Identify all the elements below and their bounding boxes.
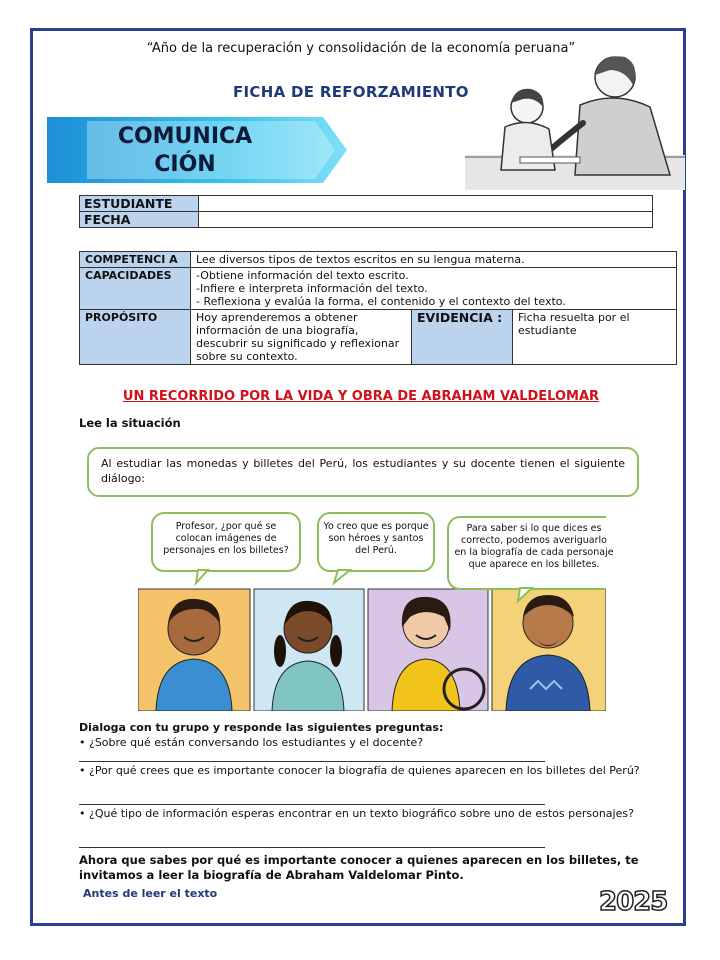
purpose-row [80, 310, 677, 365]
read-situation-label: Lee la situación [79, 416, 181, 430]
competence-row [80, 252, 677, 268]
capacities-label: CAPACIDADES [80, 268, 191, 310]
situation-box: Al estudiar las monedas y billetes del Perú, los estudiantes y su docente tienen el siguiente diálogo: [87, 447, 639, 497]
subject-title [105, 123, 265, 179]
student-row [80, 196, 653, 212]
capacity-item: -Infiere e interpreta información del texto. [196, 282, 428, 295]
year-badge: 2025 [599, 887, 668, 917]
evidence-value: Ficha resuelta por el estudiante [513, 310, 677, 365]
closing-instruction: Ahora que sabes por qué es importante conocer a quienes aparecen en los billetes, te invitamos a leer la biografía de Abraham Valdelomar Pinto. [79, 853, 639, 882]
answer-line-3[interactable] [79, 847, 545, 848]
speech-bubble-teacher: Para saber si lo que dices es correcto, podemos averiguarlo en la biografía de cada personaje que aparece en los billetes. [454, 523, 614, 570]
question-1: • ¿Sobre qué están conversando los estudiantes y el docente? [79, 736, 424, 749]
date-row [80, 212, 653, 228]
speech-bubble-student2: Yo creo que es porque son héroes y santos del Perú. [323, 521, 429, 556]
capacity-item: -Obtiene información del texto escrito. [196, 269, 409, 282]
subject-title-line2: CIÓN [154, 152, 216, 177]
capacity-item: - Reflexiona y evalúa la forma, el contenido y el contexto del texto. [196, 295, 566, 308]
speech-bubble-student1: Profesor, ¿por qué se colocan imágenes de personajes en los billetes? [163, 521, 289, 556]
section-title: UN RECORRIDO POR LA VIDA Y OBRA DE ABRAHAM VALDELOMAR [122, 389, 600, 404]
date-label: FECHA [80, 212, 199, 228]
competence-label: COMPETENCI A [80, 252, 191, 268]
capacities-row [80, 268, 677, 310]
evidence-label: EVIDENCIA : [412, 310, 513, 365]
teacher-and-child-illustration [465, 45, 685, 190]
worksheet-page [30, 28, 686, 926]
student-info-table [79, 195, 653, 228]
student-label: ESTUDIANTE [80, 196, 199, 212]
purpose-label: PROPÓSITO [80, 310, 191, 365]
sheet-title: FICHA DE REFORZAMIENTO [233, 83, 469, 101]
before-reading-heading: Antes de leer el texto [83, 887, 218, 900]
answer-line-2[interactable] [79, 804, 545, 805]
subject-title-line1: COMUNICA [117, 124, 253, 149]
question-2: • ¿Por qué crees que es importante conocer la biografía de quienes aparecen en los billetes del Perú? [79, 764, 640, 777]
questions-intro: Dialoga con tu grupo y responde las siguientes preguntas: [79, 721, 444, 734]
competence-table [79, 251, 677, 365]
question-3: • ¿Qué tipo de información esperas encontrar en un texto biográfico sobre uno de estos personajes? [79, 807, 634, 820]
answer-line-1[interactable] [79, 761, 545, 762]
competence-value: Lee diversos tipos de textos escritos en su lengua materna. [191, 252, 677, 268]
comic-strip [138, 511, 614, 711]
date-field[interactable] [199, 212, 653, 228]
purpose-value: Hoy aprenderemos a obtener información de una biografía, descubrir su significado y reflexionar sobre su contexto. [191, 310, 412, 365]
capacities-list [191, 268, 677, 310]
national-year-motto: “Año de la recuperación y consolidación de la economía peruana” [146, 41, 576, 56]
student-name-field[interactable] [199, 196, 653, 212]
